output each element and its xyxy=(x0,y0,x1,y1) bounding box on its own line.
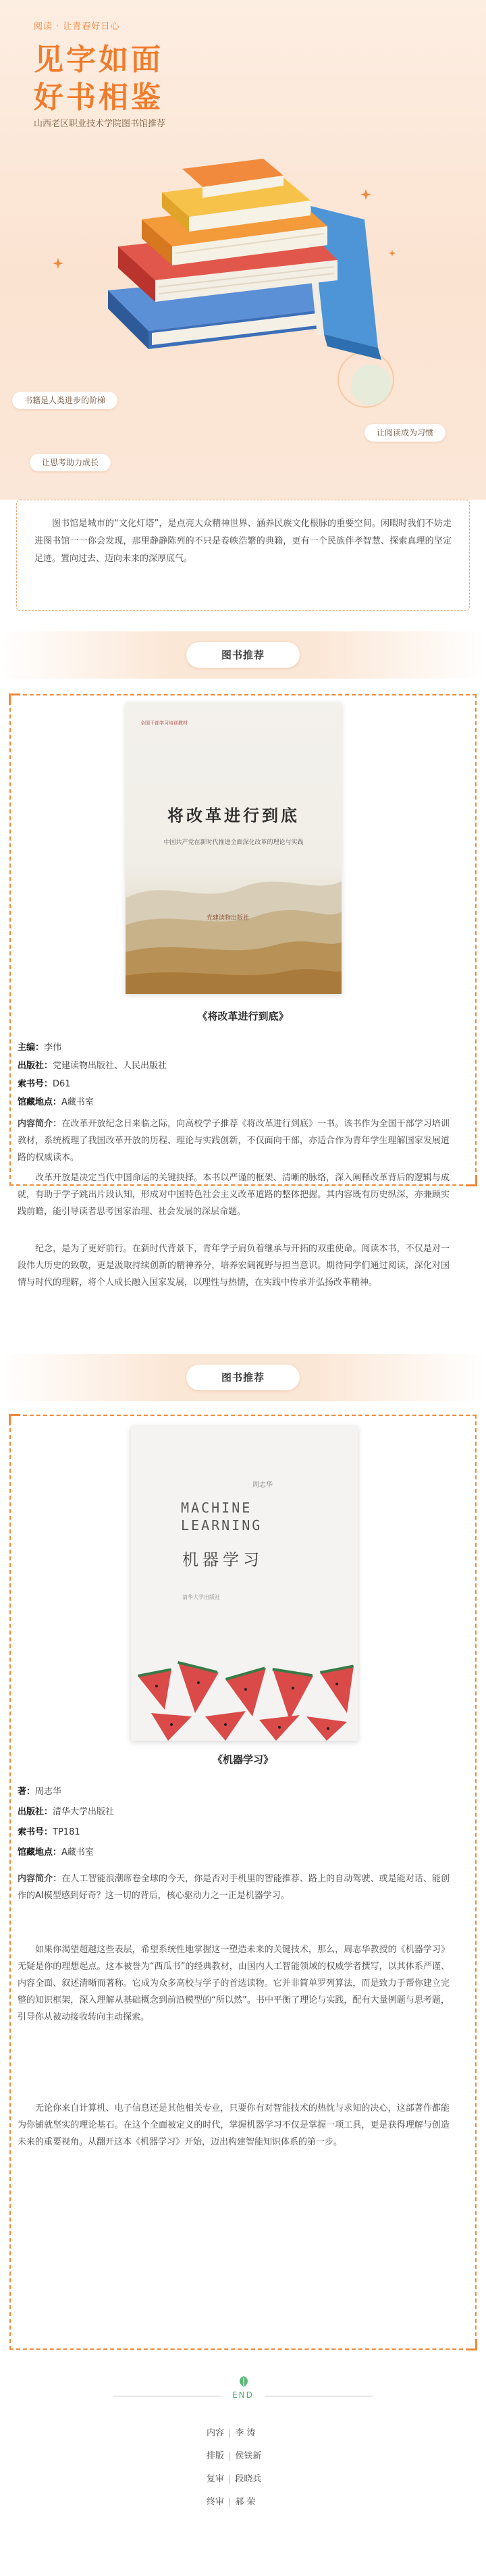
location-label: 馆藏地点： xyxy=(18,1847,62,1858)
call-number-label: 索书号： xyxy=(18,1827,53,1837)
location-value: A藏书室 xyxy=(61,1847,94,1858)
credit-role: 终审 xyxy=(207,2497,225,2507)
book-cover-1 xyxy=(126,702,342,994)
book-summary-p1 xyxy=(18,1115,450,1166)
section-title: 图书推荐 xyxy=(186,642,300,668)
hero-banner xyxy=(0,0,486,500)
slogan-pill-bottom: 让思考助力成长 xyxy=(30,454,111,471)
book-publisher-row xyxy=(18,1804,114,1817)
credit-row: 复审 | 段晓兵 xyxy=(207,2474,262,2484)
cover-author: 周志华 xyxy=(252,1481,273,1489)
book-author-row xyxy=(18,1040,61,1053)
author-label: 著： xyxy=(18,1787,36,1797)
credit-name: 段晓兵 xyxy=(235,2474,262,2484)
slogan-pill-right: 让阅读成为习惯 xyxy=(364,424,446,442)
book-call-number-row xyxy=(18,1076,71,1089)
author-value: 李伟 xyxy=(44,1043,62,1053)
corner-decoration xyxy=(9,1414,20,1425)
cover-title-cn: 机器学习 xyxy=(182,1550,263,1569)
credit-row: 内容 | 李 涛 xyxy=(207,2428,256,2438)
cover-title-en xyxy=(181,1499,262,1534)
hero-subtitle: 山西老区职业技术学院图书馆推荐 xyxy=(34,119,166,129)
book-stack-illustration xyxy=(81,145,398,368)
publisher-value: 党建读物出版社、人民出版社 xyxy=(53,1061,167,1071)
cover-publisher: 党建读物出版社 xyxy=(207,915,250,922)
cover-title-en-line2: LEARNING xyxy=(181,1517,263,1533)
summary-label: 内容简介： xyxy=(18,1119,62,1129)
end-label: END xyxy=(232,2390,254,2400)
summary-text: 在改革开放纪念日来临之际，向高校学子推荐《将改革进行到底》一书。该书作为全国干部学习培训教材，系统梳理了我国改革开放的历程、理论与实践创新，不仅面向干部，亦适合作为青年学生理解国家发展道路的权威读本。 xyxy=(18,1119,450,1163)
credit-role: 内容 xyxy=(207,2428,225,2438)
book-location-row xyxy=(18,1095,94,1107)
sparkle-icon xyxy=(53,258,63,269)
slogan-pill-left: 书籍是人类进步的阶梯 xyxy=(12,392,117,409)
book-summary-p2: 如果你渴望超越这些表层，希望系统性地掌握这一塑造未来的关键技术，那么，周志华教授的《机器学习》无疑是你的理想起点。这本被誉为“西瓜书”的经典教材，由国内人工智能领域的权威学者撰写，以其体系严谨、内容全面、叙述清晰而著称。它成为众多高校与学子的首选读物。它并非简单罗列算法，而是致力于帮你建立完整的知识框架，深入理解从基础概念到前沿模型的“所以然”。书中平衡了理论与实践，配有大量例题与思考题，引导你从被动接收转向主动探索。 xyxy=(18,1945,450,2022)
cover-publisher: 清华大学出版社 xyxy=(182,1594,220,1600)
author-value: 周志华 xyxy=(35,1787,62,1797)
corner-decoration xyxy=(466,2339,477,2350)
publisher-value: 清华大学出版社 xyxy=(53,1807,115,1817)
credit-name: 郝 荣 xyxy=(235,2497,256,2507)
location-label: 馆藏地点： xyxy=(18,1097,62,1107)
book-summary-p3: 纪念，是为了更好前行。在新时代背景下，青年学子肩负着继承与开拓的双重使命。阅读本书，不仅是对一段伟大历史的致敬，更是汲取持续创新的精神养分，培养宏阔视野与担当意识。期待同学们通过阅读，深化对国情与时代的理解，将个人成长融入国家发展，以理性与热情，在实践中传承并弘扬改革精神。 xyxy=(18,1244,450,1288)
book-publisher-row xyxy=(18,1058,167,1071)
credit-row: 排版 | 侯铁新 xyxy=(207,2451,262,2461)
credit-role: 复审 xyxy=(207,2474,225,2484)
author-label: 主编： xyxy=(18,1043,45,1053)
call-number-label: 索书号： xyxy=(18,1079,53,1089)
publisher-label: 出版社： xyxy=(18,1061,53,1071)
book-summary-p1 xyxy=(18,1870,450,1904)
book-title: 《将改革进行到底》 xyxy=(197,1010,289,1022)
book-call-number-row xyxy=(18,1824,80,1837)
book-location-row xyxy=(18,1845,94,1858)
cover-title: 将改革进行到底 xyxy=(167,806,300,825)
green-circle-decoration xyxy=(351,365,392,405)
book-summary-p2: 改革开放是决定当代中国命运的关键抉择。本书以严谨的框架、清晰的脉络，深入阐释改革背后的逻辑与成就，有助于学子跳出片段认知，形成对中国特色社会主义改革道路的整体把握。其内容既有历史纵深，亦兼顾实践前瞻，能引导读者思考国家治理、社会发展的深层命题。 xyxy=(18,1173,450,1217)
corner-decoration xyxy=(466,1175,477,1186)
cover-title-en-line1: MACHINE xyxy=(181,1500,252,1516)
hero-title-line1: 见字如面 xyxy=(34,43,163,77)
credit-role: 排版 xyxy=(207,2451,225,2461)
credit-name: 侯铁新 xyxy=(235,2451,262,2461)
location-value: A藏书室 xyxy=(61,1097,94,1107)
publisher-label: 出版社： xyxy=(18,1807,53,1817)
cover-watermelon-art xyxy=(131,1649,358,1741)
library-intro: 图书馆是城市的“文化灯塔”，是点亮大众精神世界、涵养民族文化根脉的重要空间。闲暇时我们不妨走进图书馆一一你会发现，那里静静陈列的不只是卷帙浩繁的典籍，更有一个民族伴孝智慧、探索真理的坚定足迹。置向过去、迈向未来的深厚底气。 xyxy=(16,500,470,611)
section-title: 图书推荐 xyxy=(186,1365,300,1390)
book-title: 《机器学习》 xyxy=(212,1754,273,1766)
cover-subtitle: 中国共产党在新时代推进全面深化改革的理论与实践 xyxy=(163,839,304,846)
book-summary-p3: 无论你来自计算机、电子信息还是其他相关专业，只要你有对智能技术的热忱与求知的决心，这部著作都能为你铺就坚实的理论基石。在这个全面被定义的时代，掌握机器学习不仅是掌握一项工具，更是获得理解与创造未来的重要视角。从翻开这本《机器学习》开始，迈出构建智能知识体系的第一步。 xyxy=(18,2103,450,2147)
corner-decoration xyxy=(9,693,20,705)
cover-series-logo: 全国干部学习培训教材 xyxy=(140,720,188,726)
cover-landscape-art xyxy=(126,858,342,994)
call-number-value: D61 xyxy=(53,1079,71,1089)
book-cover-2 xyxy=(131,1426,358,1741)
credit-name: 李 涛 xyxy=(235,2428,256,2438)
book-author-row xyxy=(18,1784,61,1797)
hero-tag: 阅读 · 让青春好日心 xyxy=(34,22,120,32)
hero-title-line2: 好书相鉴 xyxy=(34,80,163,115)
summary-label: 内容简介： xyxy=(18,1874,62,1884)
credit-row: 终审 | 郝 荣 xyxy=(207,2497,256,2507)
summary-text: 在人工智能浪潮席卷全球的今天，你是否对手机里的智能推荐、路上的自动驾驶、或是能对话、能创作的AI模型感到好奇？这一切的背后，核心驱动力之一正是机器学习。 xyxy=(18,1874,450,1901)
leaf-icon xyxy=(236,2375,251,2388)
call-number-value: TP181 xyxy=(53,1827,80,1837)
